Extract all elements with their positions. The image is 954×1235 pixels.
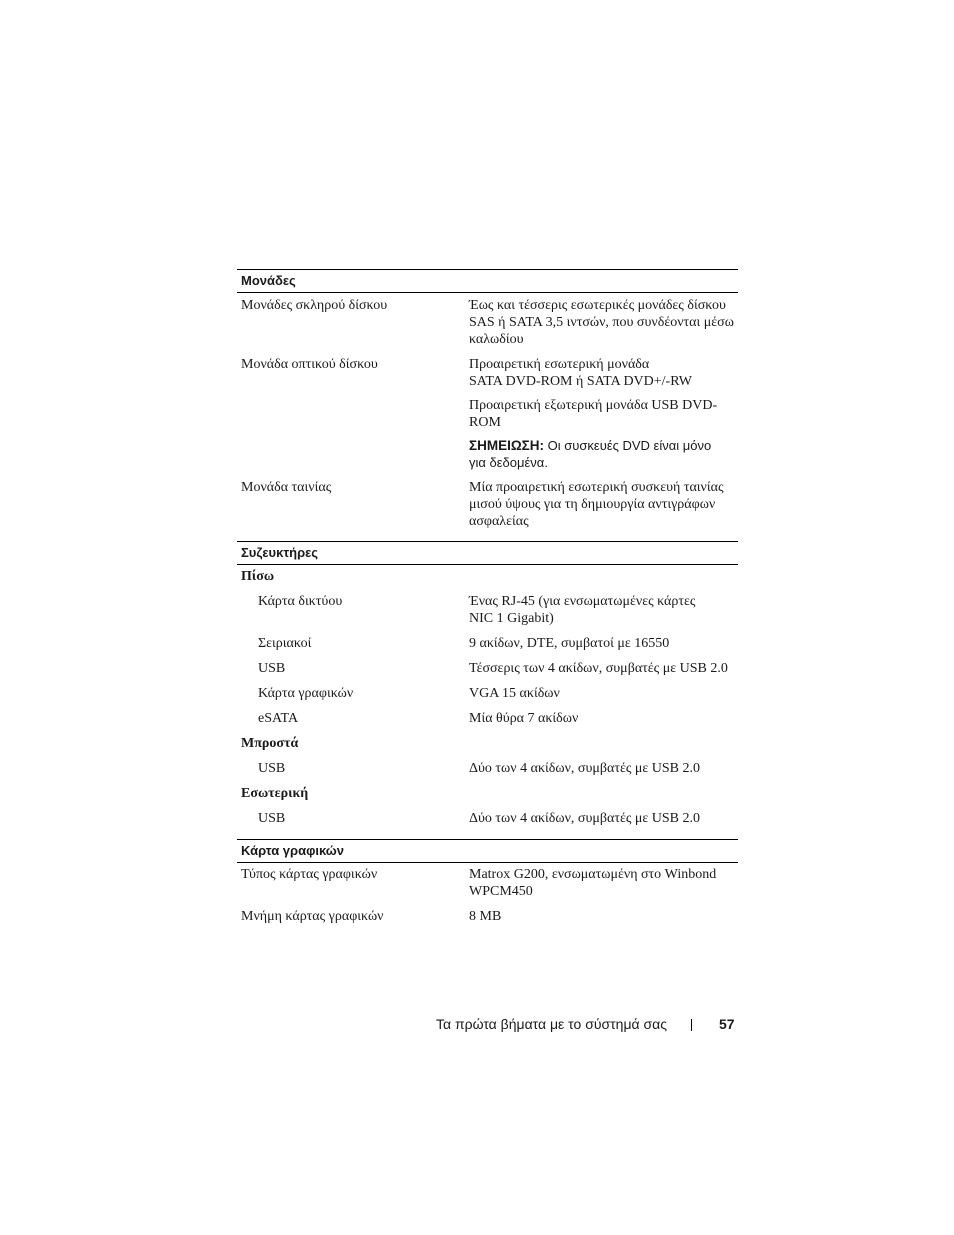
note-label: ΣΗΜΕΙΩΣΗ:	[469, 438, 545, 453]
section-header-drives	[237, 269, 738, 293]
row-label: USB	[258, 811, 286, 826]
section-header-video	[237, 839, 738, 863]
row-value: μισού ύψους για τη δημιουργία αντιγράφων	[469, 497, 716, 512]
row-value: VGA 15 ακίδων	[469, 686, 560, 701]
row-value: Τέσσερις των 4 ακίδων, συμβατές με USB 2.0	[469, 661, 728, 676]
note-text: Οι συσκευές DVD είναι μόνο	[544, 438, 712, 453]
row-label: Κάρτα γραφικών	[258, 686, 354, 701]
subsection-front: Μπροστά	[241, 736, 299, 751]
section-title: Κάρτα γραφικών	[241, 843, 345, 858]
row-value: SATA DVD-ROM ή SATA DVD+/-RW	[469, 374, 692, 389]
row-value: Δύο των 4 ακίδων, συμβατές με USB 2.0	[469, 811, 701, 826]
footer-title: Τα πρώτα βήματα με το σύστημά σας	[436, 1016, 667, 1032]
row-value: 8 MB	[469, 909, 502, 924]
row-label: Μονάδες σκληρού δίσκου	[241, 298, 388, 313]
row-value: SAS ή SATA 3,5 ιντσών, που συνδέονται μέσω	[469, 315, 734, 330]
row-value: Προαιρετική εσωτερική μονάδα	[469, 357, 650, 372]
row-value: Matrox G200, ενσωματωμένη στο Winbond	[469, 867, 717, 882]
section-title: Συζευκτήρες	[241, 545, 319, 560]
subsection-back: Πίσω	[241, 569, 275, 584]
row-value: καλωδίου	[469, 332, 524, 347]
row-value: WPCM450	[469, 884, 533, 899]
row-value: Προαιρετική εξωτερική μονάδα USB DVD-	[469, 398, 718, 413]
note-text-line2: για δεδομένα.	[469, 455, 548, 470]
row-label: eSATA	[258, 711, 299, 726]
row-label: Μνήμη κάρτας γραφικών	[241, 909, 384, 924]
row-value: ROM	[469, 415, 501, 430]
row-value: NIC 1 Gigabit)	[469, 611, 554, 626]
page-number: 57	[719, 1016, 735, 1032]
row-label: Μονάδα οπτικού δίσκου	[241, 357, 378, 372]
note	[469, 437, 711, 454]
row-value: ασφαλείας	[469, 514, 529, 529]
row-label: Κάρτα δικτύου	[258, 594, 343, 609]
row-label: Μονάδα ταινίας	[241, 480, 332, 495]
row-value: Μία προαιρετική εσωτερική συσκευή ταινίας	[469, 480, 724, 495]
row-label: USB	[258, 661, 286, 676]
section-header-connectors	[237, 541, 738, 565]
row-value: 9 ακίδων, DTE, συμβατοί με 16550	[469, 636, 670, 651]
row-label: Σειριακοί	[258, 636, 312, 651]
subsection-internal: Εσωτερική	[241, 786, 309, 801]
row-value: Μία θύρα 7 ακίδων	[469, 711, 579, 726]
footer-divider	[691, 1019, 692, 1031]
row-label: Τύπος κάρτας γραφικών	[241, 867, 378, 882]
row-label: USB	[258, 761, 286, 776]
row-value: Δύο των 4 ακίδων, συμβατές με USB 2.0	[469, 761, 701, 776]
section-title: Μονάδες	[241, 273, 296, 288]
row-value: Ένας RJ-45 (για ενσωματωμένες κάρτες	[469, 594, 696, 609]
row-value: Έως και τέσσερις εσωτερικές μονάδες δίσκου	[469, 298, 726, 313]
